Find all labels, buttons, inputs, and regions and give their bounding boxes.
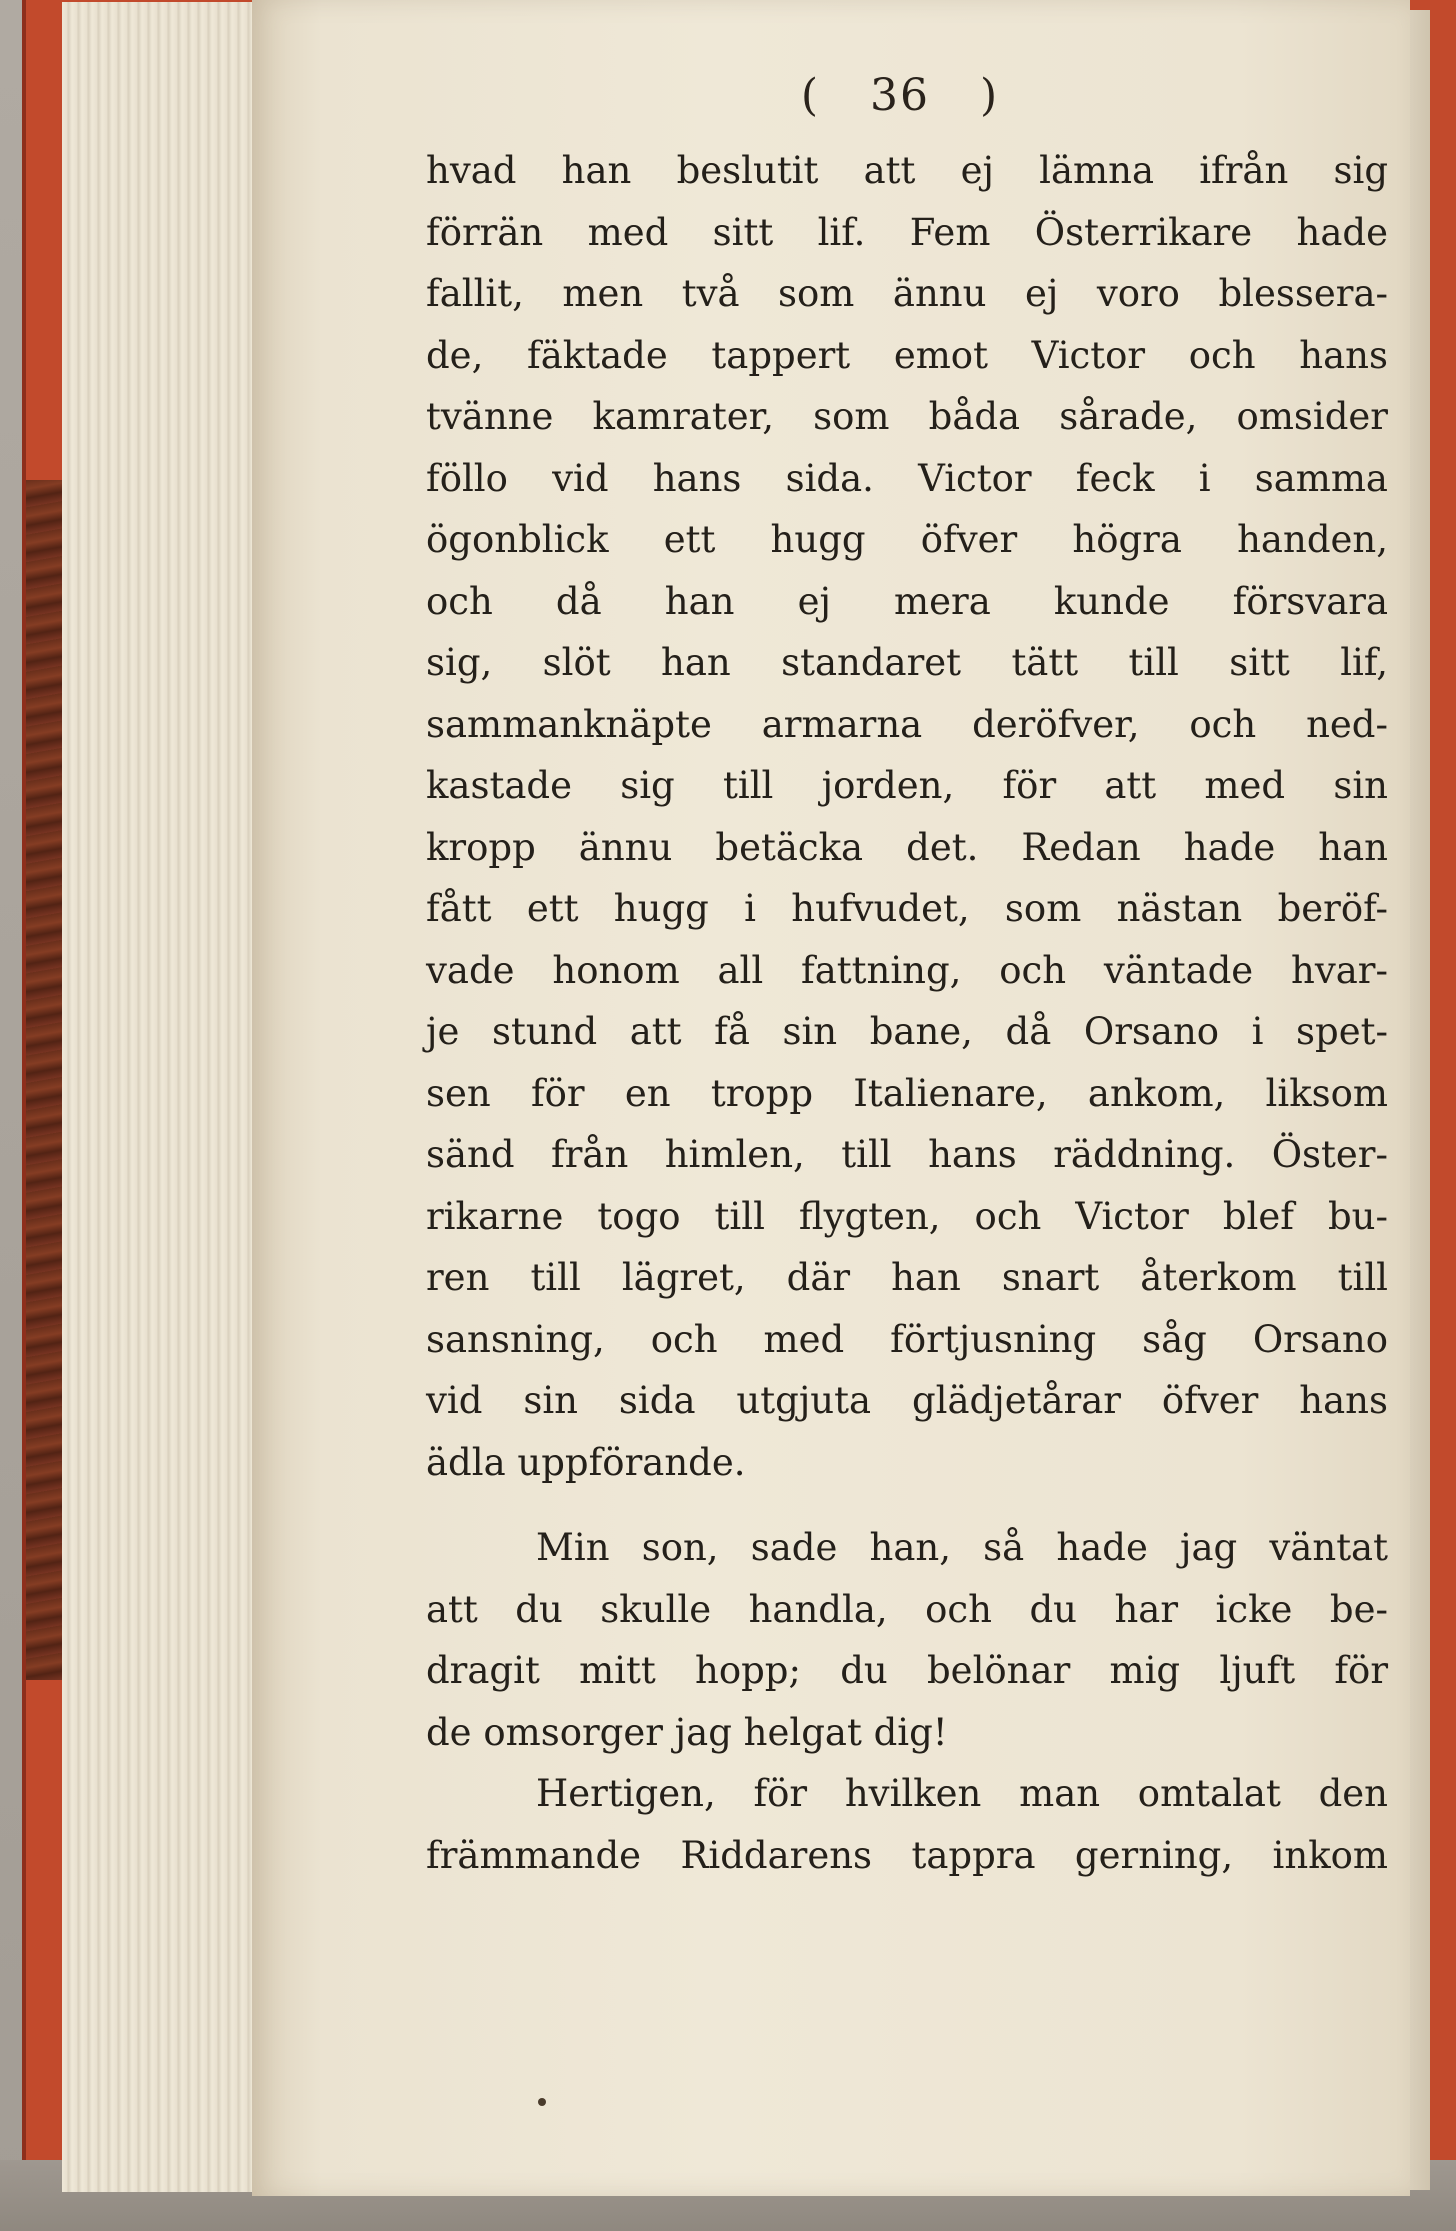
text-line: sansning, och med förtjusning såg Orsano (426, 1317, 1388, 1361)
text-line: dragit mitt hopp; du belönar mig ljuft för (426, 1649, 1388, 1692)
text-line: je stund att få sin bane, då Orsano i spet- (426, 1010, 1388, 1053)
text-line: hvad han beslutit att ej lämna ifrån sig (426, 149, 1388, 192)
text-line: Hertigen, för hvilken man omtalat den (536, 1772, 1388, 1815)
body-text (426, 140, 1388, 1886)
header-open-paren: ( (800, 69, 820, 121)
marbled-endpaper (26, 480, 62, 1680)
text-line: sänd från himlen, till hans räddning. Öster- (426, 1133, 1388, 1176)
header-close-paren: ) (980, 69, 1000, 121)
page-stack (62, 2, 253, 2192)
page-header (740, 60, 1060, 130)
text-line: vade honom all fattning, och väntade hvar- (426, 948, 1388, 992)
text-line: sammanknäpte armarna deröfver, och ned- (426, 702, 1388, 746)
text-line: ren till lägret, där han snart återkom till (426, 1256, 1388, 1299)
page-number: 36 (870, 69, 930, 121)
text-line: förrän med sitt lif. Fem Österrikare hade (426, 210, 1388, 254)
text-line: att du skulle handla, och du har icke be- (426, 1587, 1388, 1631)
text-line: Min son, sade han, så hade jag väntat (536, 1526, 1388, 1569)
ink-speck (538, 2098, 546, 2106)
text-line: kastade sig till jorden, för att med sin (426, 764, 1388, 807)
text-line: tvänne kamrater, som båda sårade, omsider (426, 395, 1388, 438)
page-edge (1410, 10, 1430, 2190)
text-line: sig, slöt han standaret tätt till sitt lif, (426, 641, 1388, 684)
text-line: de omsorger jag helgat dig! (426, 1710, 948, 1754)
text-line: rikarne togo till flygten, och Victor blef bu- (426, 1194, 1388, 1238)
text-line: ädla uppförande. (426, 1440, 746, 1484)
text-line: sen för en tropp Italienare, ankom, liksom (426, 1071, 1388, 1115)
text-line: de, fäktade tappert emot Victor och hans (426, 333, 1388, 377)
text-line: ögonblick ett hugg öfver högra handen, (426, 518, 1388, 561)
text-line: vid sin sida utgjuta glädjetårar öfver hans (426, 1379, 1388, 1422)
text-line: och då han ej mera kunde försvara (426, 579, 1388, 623)
text-line: föllo vid hans sida. Victor feck i samma (426, 456, 1388, 500)
text-line: kropp ännu betäcka det. Redan hade han (426, 825, 1388, 869)
text-line: fallit, men två som ännu ej voro blessera- (426, 272, 1388, 315)
text-line: främmande Riddarens tappra gerning, inkom (426, 1833, 1388, 1877)
text-line: fått ett hugg i hufvudet, som nästan beröf- (426, 887, 1388, 930)
